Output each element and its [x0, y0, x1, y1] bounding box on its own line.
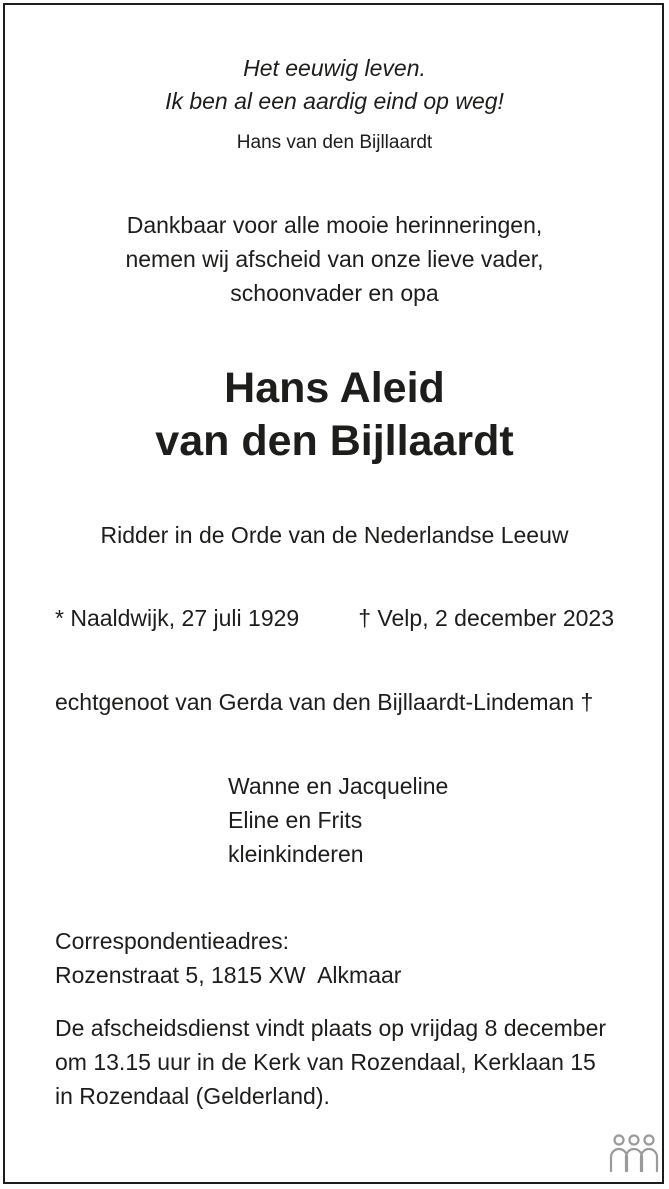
correspondence-address	[55, 924, 401, 992]
correspondence-street: Rozenstraat 5, 1815 XW Alkmaar	[55, 962, 402, 988]
spouse-line: echtgenoot van Gerda van den Bijllaardt-Lindeman †	[55, 689, 594, 715]
family-line-3: kleinkinderen	[228, 841, 364, 867]
honorary-title: Ridder in de Orde van de Nederlandse Leeuw	[100, 522, 569, 548]
deceased-name-line-2: van den Bijllaardt	[155, 417, 514, 465]
life-dates	[55, 603, 614, 633]
deceased-name	[0, 362, 669, 468]
family-line-1: Wanne en Jacqueline	[228, 773, 449, 799]
people-group-icon	[608, 1133, 660, 1175]
motto-attribution: Hans van den Bijllaardt	[236, 132, 433, 153]
intro-line-2: nemen wij afscheid van onze lieve vader,	[125, 246, 544, 272]
service-line-1: De afscheidsdienst vindt plaats op vrijdag 8 december	[55, 1015, 607, 1041]
family-list	[228, 769, 448, 871]
family-line-2: Eline en Frits	[228, 807, 363, 833]
motto	[0, 52, 669, 118]
correspondence-label: Correspondentieadres:	[55, 928, 289, 954]
service-line-3: in Rozendaal (Gelderland).	[55, 1083, 330, 1109]
intro-line-1: Dankbaar voor alle mooie herinneringen,	[126, 212, 543, 238]
intro-text	[0, 208, 669, 310]
death-date: † Velp, 2 december 2023	[358, 605, 614, 631]
intro-line-3: schoonvader en opa	[230, 280, 439, 306]
motto-line-1: Het eeuwig leven.	[243, 55, 426, 81]
birth-date: * Naaldwijk, 27 juli 1929	[55, 605, 300, 631]
service-line-2: om 13.15 uur in de Kerk van Rozendaal, Kerklaan 15	[55, 1049, 596, 1075]
notice-border	[3, 3, 664, 1184]
service-details	[55, 1011, 606, 1113]
deceased-name-line-1: Hans Aleid	[224, 364, 445, 412]
motto-line-2: Ik ben al een aardig eind op weg!	[165, 88, 504, 114]
